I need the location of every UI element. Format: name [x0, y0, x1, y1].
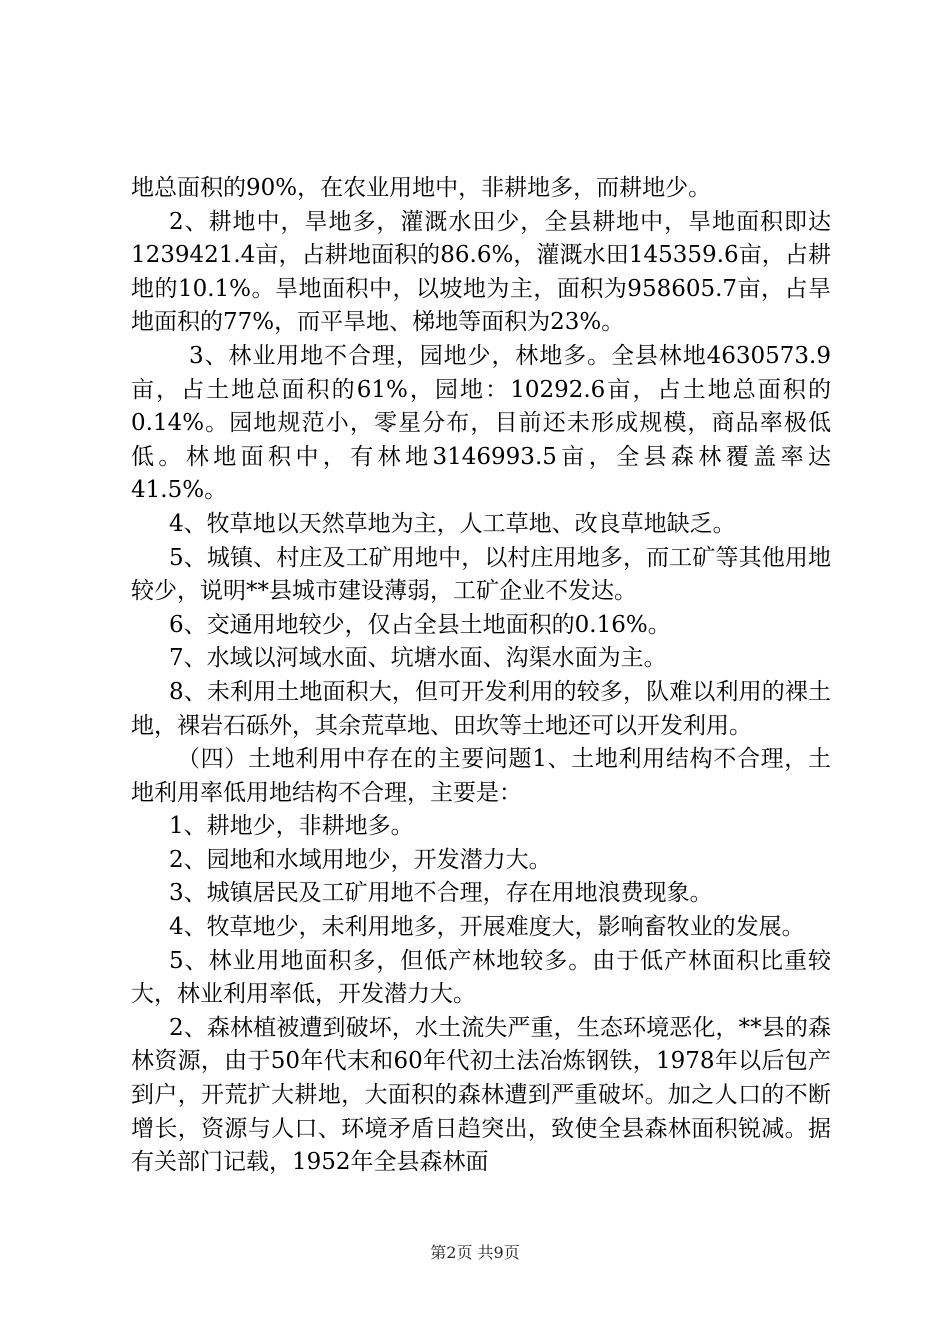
paragraph-forest-damage: 2、森林植被遭到破坏，水土流失严重，生态环境恶化，**县的森林资源，由于50年代末和60年代初土法冶炼钢铁，1978年以后包产到户，开荒扩大耕地，大面积的森林遭到严重破坏。加之人口的不断增长，资源与人口、环境矛盾日趋突出，致使全县森林面积锐减。据有关部门记载，1952年全县森林面 [131, 1014, 831, 1176]
paragraph-dryland: 2、耕地中，旱地多，灌溉水田少，全县耕地中，旱地面积即达1239421.4亩，占耕地面积的86.6%，灌溉水田145359.6亩，占耕地的10.1%。旱地面积中，以坡地为主，面积为958605.7亩，占旱地面积的77%，而平旱地、梯地等面积为23%。 [131, 208, 831, 336]
page-number-footer: 第2页 共9页 [430, 1243, 520, 1262]
paragraph-forestry: 3、林业用地不合理，园地少，林地多。全县林地4630573.9亩，占土地总面积的61%，园地：10292.6亩，占土地总面积的0.14%。园地规范小，零星分布，目前还未形成规模，商品率极低低。林地面积中，有林地3146993.5亩，全县森林覆盖率达41.5%。 [131, 342, 831, 504]
paragraph-urban-land: 5、城镇、村庄及工矿用地中，以村庄用地多，而工矿等其他用地较少，说明**县城市建设薄弱，工矿企业不发达。 [131, 544, 831, 605]
paragraph-transport: 6、交通用地较少，仅占全县土地面积的0.16%。 [169, 611, 671, 638]
paragraph-continuation: 地总面积的90%，在农业用地中，非耕地多，而耕地少。 [131, 175, 712, 201]
paragraph-grassland: 4、牧草地以天然草地为主，人工草地、改良草地缺乏。 [169, 510, 736, 537]
list-item-pasture: 4、牧草地少，未利用地多，开展难度大，影响畜牧业的发展。 [169, 914, 805, 941]
list-item-forest-use: 5、林业用地面积多，但低产林地较多。由于低产林面积比重较大，林业利用率低，开发潜力大。 [131, 947, 831, 1008]
paragraph-unused-land: 8、未利用土地面积大，但可开发利用的较多，队难以利用的裸土地，裸岩石砾外，其余荒草地、田坎等土地还可以开发利用。 [131, 678, 831, 739]
list-item-farmland: 1、耕地少，非耕地多。 [169, 813, 414, 840]
list-item-garden-water: 2、园地和水域用地少，开发潜力大。 [169, 846, 552, 873]
list-item-urban: 3、城镇居民及工矿用地不合理，存在用地浪费现象。 [169, 880, 713, 907]
paragraph-main-problems: （四）土地利用中存在的主要问题1、土地利用结构不合理，土地利用率低用地结构不合理，主要是： [131, 746, 831, 806]
document-body [131, 172, 831, 1180]
paragraph-water: 7、水域以河域水面、坑塘水面、沟渠水面为主。 [169, 645, 667, 672]
